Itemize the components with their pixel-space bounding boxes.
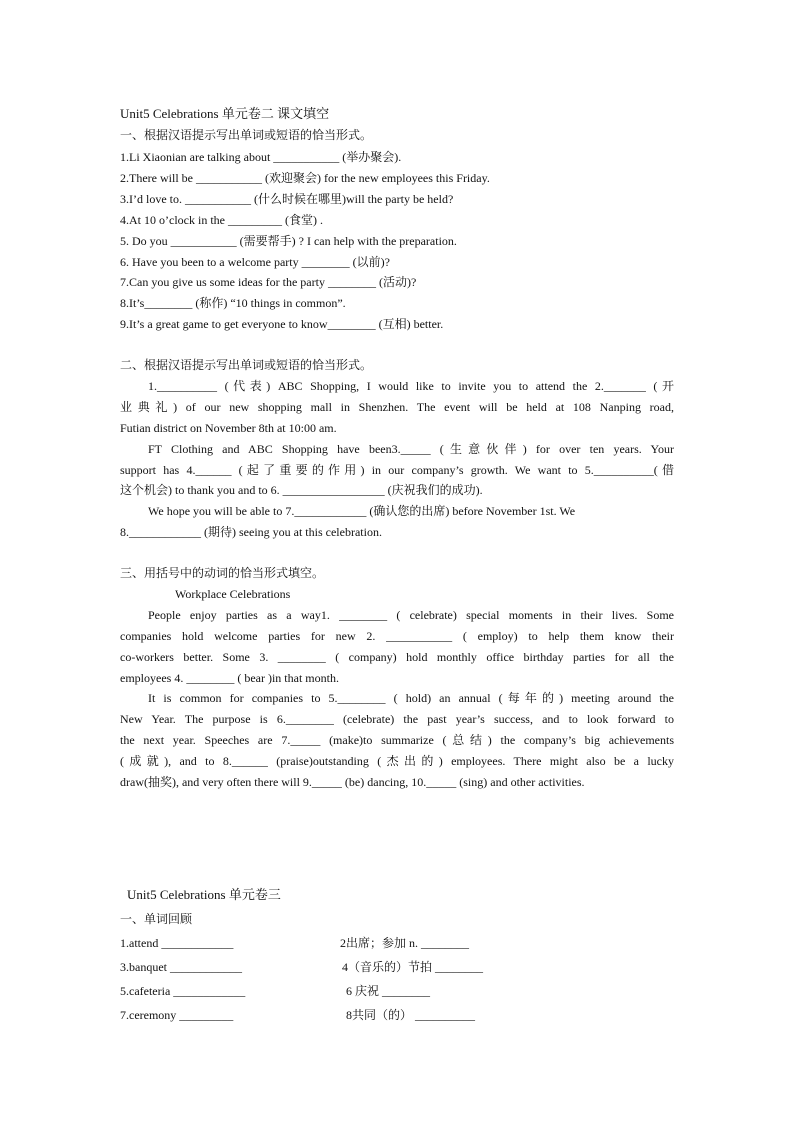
- section3-subtitle: Workplace Celebrations: [175, 587, 291, 601]
- vocab-right-1: 2出席；参加 n. ________: [340, 936, 470, 950]
- exercise-item-8: 8.It’s________ (称作) “10 things in common”.: [120, 296, 346, 310]
- exercise-item-4: 4.At 10 o’clock in the _________ (食堂) .: [120, 213, 323, 227]
- section3-line-9: draw(抽奖), and very often there will 9._____ (be) dancing, 10._____ (sing) and other activities.: [120, 775, 585, 789]
- vocab-right-3: 6 庆祝 ________: [346, 984, 431, 998]
- exercise-item-9: 9.It’s a great game to get everyone to know________ (互相) better.: [120, 317, 444, 331]
- vocab-left-2: 3.banquet ____________: [120, 960, 242, 974]
- section3-line-3: co-workers better. Some 3. ________ ( company) hold monthly office birthday parties for all the: [120, 650, 674, 664]
- section2-line-5: support has 4.______ (起了重要的作用) in our company’s growth. We want to 5.__________(借: [120, 463, 674, 477]
- section2-line-3: Futian district on November 8th at 10:00 am.: [120, 421, 337, 435]
- vocab-left-4: 7.ceremony _________: [120, 1008, 234, 1022]
- section2-line-4: FT Clothing and ABC Shopping have been3._____ (生意伙伴) for over ten years. Your: [148, 442, 674, 456]
- section3-line-7: the next year. Speeches are 7._____ (make)to summarize (总结) the company’s big achievements: [120, 733, 674, 747]
- section2-line-2: 业典礼) of our new shopping mall in Shenzhen. The event will be held at 108 Nanping road,: [120, 400, 674, 414]
- section3-line-6: New Year. The purpose is 6.________ (celebrate) the past year’s success, and to look forward to: [120, 712, 674, 726]
- section2-line-6: 这个机会) to thank you and to 6. _________________ (庆祝我们的成功).: [120, 483, 483, 497]
- section1-heading: 一、根据汉语提示写出单词或短语的恰当形式。: [120, 128, 373, 142]
- vocab-left-3: 5.cafeteria ____________: [120, 984, 246, 998]
- section3-line-1: People enjoy parties as a way1. ________ ( celebrate) special moments in their lives. Some: [148, 608, 674, 622]
- section2-line-7: We hope you will be able to 7.____________ (确认您的出席) before November 1st. We: [148, 504, 576, 518]
- vocab-right-4: 8共同（的） __________: [346, 1008, 476, 1022]
- exercise-item-2: 2.There will be ___________ (欢迎聚会) for the new employees this Friday.: [120, 171, 490, 185]
- exercise-item-6: 6. Have you been to a welcome party ________ (以前)?: [120, 255, 390, 269]
- exercise-item-1: 1.Li Xiaonian are talking about ___________ (举办聚会).: [120, 150, 402, 164]
- section3-line-2: companies hold welcome parties for new 2. ___________ ( employ) to help them know their: [120, 629, 674, 643]
- exercise-item-3: 3.I’d love to. ___________ (什么时候在哪里)will the party be held?: [120, 192, 454, 206]
- section3-heading: 三、用括号中的动词的恰当形式填空。: [120, 566, 325, 580]
- exercise-item-5: 5. Do you ___________ (需要帮手) ? I can help with the preparation.: [120, 234, 457, 248]
- vocab-right-2: 4（音乐的）节拍 ________: [342, 960, 484, 974]
- section2-heading: 二、根据汉语提示写出单词或短语的恰当形式。: [120, 358, 373, 372]
- vocab-left-1: 1.attend ____________: [120, 936, 234, 950]
- section3-line-4: employees 4. ________ ( bear )in that month.: [120, 671, 339, 685]
- unit5-part2-title: Unit5 Celebrations 单元卷二 课文填空: [120, 106, 330, 121]
- section3-line-8: (成就), and to 8.______ (praise)outstanding (杰出的) employees. There might also be a lucky: [120, 754, 674, 768]
- vocab-review-heading: 一、单词回顾: [120, 912, 193, 926]
- unit5-part3-title: Unit5 Celebrations 单元卷三: [127, 887, 281, 902]
- exercise-item-7: 7.Can you give us some ideas for the party ________ (活动)?: [120, 275, 417, 289]
- section2-line-8: 8.____________ (期待) seeing you at this celebration.: [120, 525, 382, 539]
- section2-line-1: 1.__________ (代表) ABC Shopping, I would like to invite you to attend the 2._______ (开: [148, 379, 674, 393]
- section3-line-5: It is common for companies to 5.________ ( hold) an annual (每年的) meeting around the: [148, 691, 674, 705]
